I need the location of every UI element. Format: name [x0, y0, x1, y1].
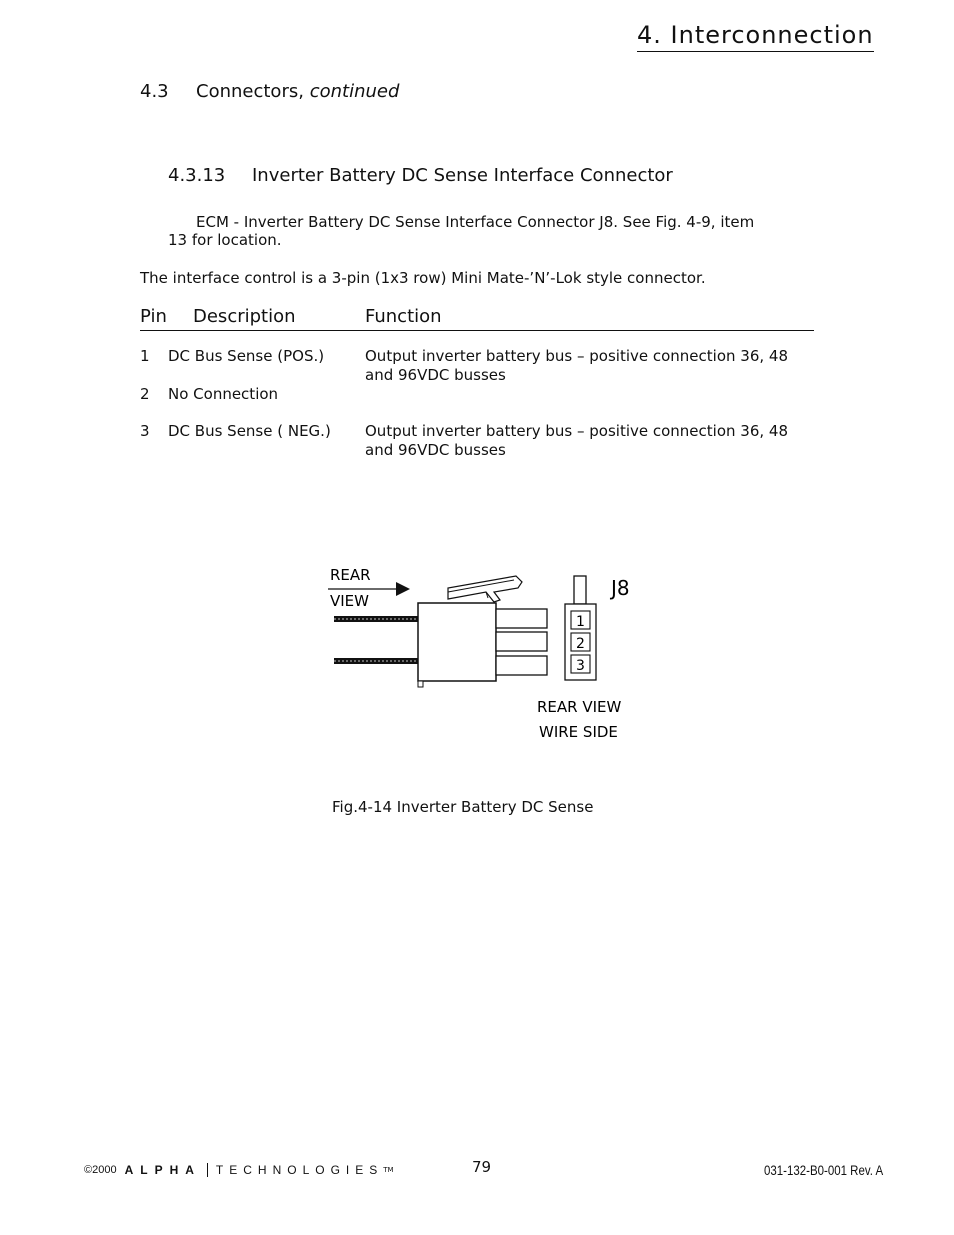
row-pin: 2	[140, 385, 150, 403]
subsection-title: Inverter Battery DC Sense Interface Connector	[252, 165, 673, 186]
trademark-mark: TM	[383, 1166, 394, 1174]
section-title-suffix: continued	[309, 81, 400, 102]
wire-bottom	[334, 658, 418, 664]
subsection-heading	[168, 165, 673, 186]
housing-foot	[418, 681, 423, 687]
header-function: Function	[365, 306, 442, 327]
pin-label-3: 3	[576, 658, 585, 674]
footer-brand	[84, 1163, 394, 1177]
pin-bodies	[496, 609, 547, 675]
connector-housing	[418, 603, 496, 681]
row-description: No Connection	[168, 385, 279, 403]
row-function: Output inverter battery bus – positive connection 36, 48 and 96VDC busses	[365, 347, 788, 384]
pin-table-header	[140, 306, 814, 331]
connector-description: The interface control is a 3-pin (1x3 row) Mini Mate-’N’-Lok style connector.	[140, 269, 706, 287]
connector-label-j8: J8	[611, 576, 630, 600]
subsection-number: 4.3.13	[168, 165, 226, 186]
page-number: 79	[472, 1158, 492, 1176]
row-pin: 3	[140, 422, 150, 440]
rear-view-label: REAR VIEW	[537, 698, 622, 716]
figure-caption: Fig.4-14 Inverter Battery DC Sense	[332, 798, 594, 816]
intro-line-1: ECM - Inverter Battery DC Sense Interface Connector J8. See Fig. 4-9, item	[196, 213, 755, 231]
brand-alpha-logo: ALPHA	[124, 1163, 201, 1177]
section-heading	[140, 81, 399, 102]
row-pin: 1	[140, 347, 150, 365]
header-description: Description	[193, 306, 296, 327]
brand-technologies-logo: TECHNOLOGIES	[215, 1163, 384, 1177]
pin-label-2: 2	[576, 636, 585, 652]
connector-diagram	[326, 562, 656, 747]
pin-label-1: 1	[576, 614, 585, 630]
copyright: ©2000	[84, 1164, 117, 1176]
rear-label: REAR	[330, 566, 371, 584]
brand-divider	[207, 1163, 208, 1177]
wire-side-label: WIRE SIDE	[539, 723, 618, 741]
view-label: VIEW	[330, 592, 369, 610]
chapter-title: 4. Interconnection	[637, 20, 874, 52]
intro-paragraph	[168, 213, 818, 249]
row-description: DC Bus Sense (POS.)	[168, 347, 325, 365]
wire-top	[334, 616, 418, 622]
header-pin: Pin	[140, 306, 167, 327]
row-function: Output inverter battery bus – positive connection 36, 48 and 96VDC busses	[365, 422, 788, 459]
section-title: Connectors,	[196, 81, 304, 102]
latch	[448, 576, 522, 602]
row-description: DC Bus Sense ( NEG.)	[168, 422, 331, 440]
intro-line-2: 13 for location.	[168, 231, 282, 249]
section-number: 4.3	[140, 81, 169, 102]
document-number: 031-132-B0-001 Rev. A	[764, 1162, 884, 1178]
